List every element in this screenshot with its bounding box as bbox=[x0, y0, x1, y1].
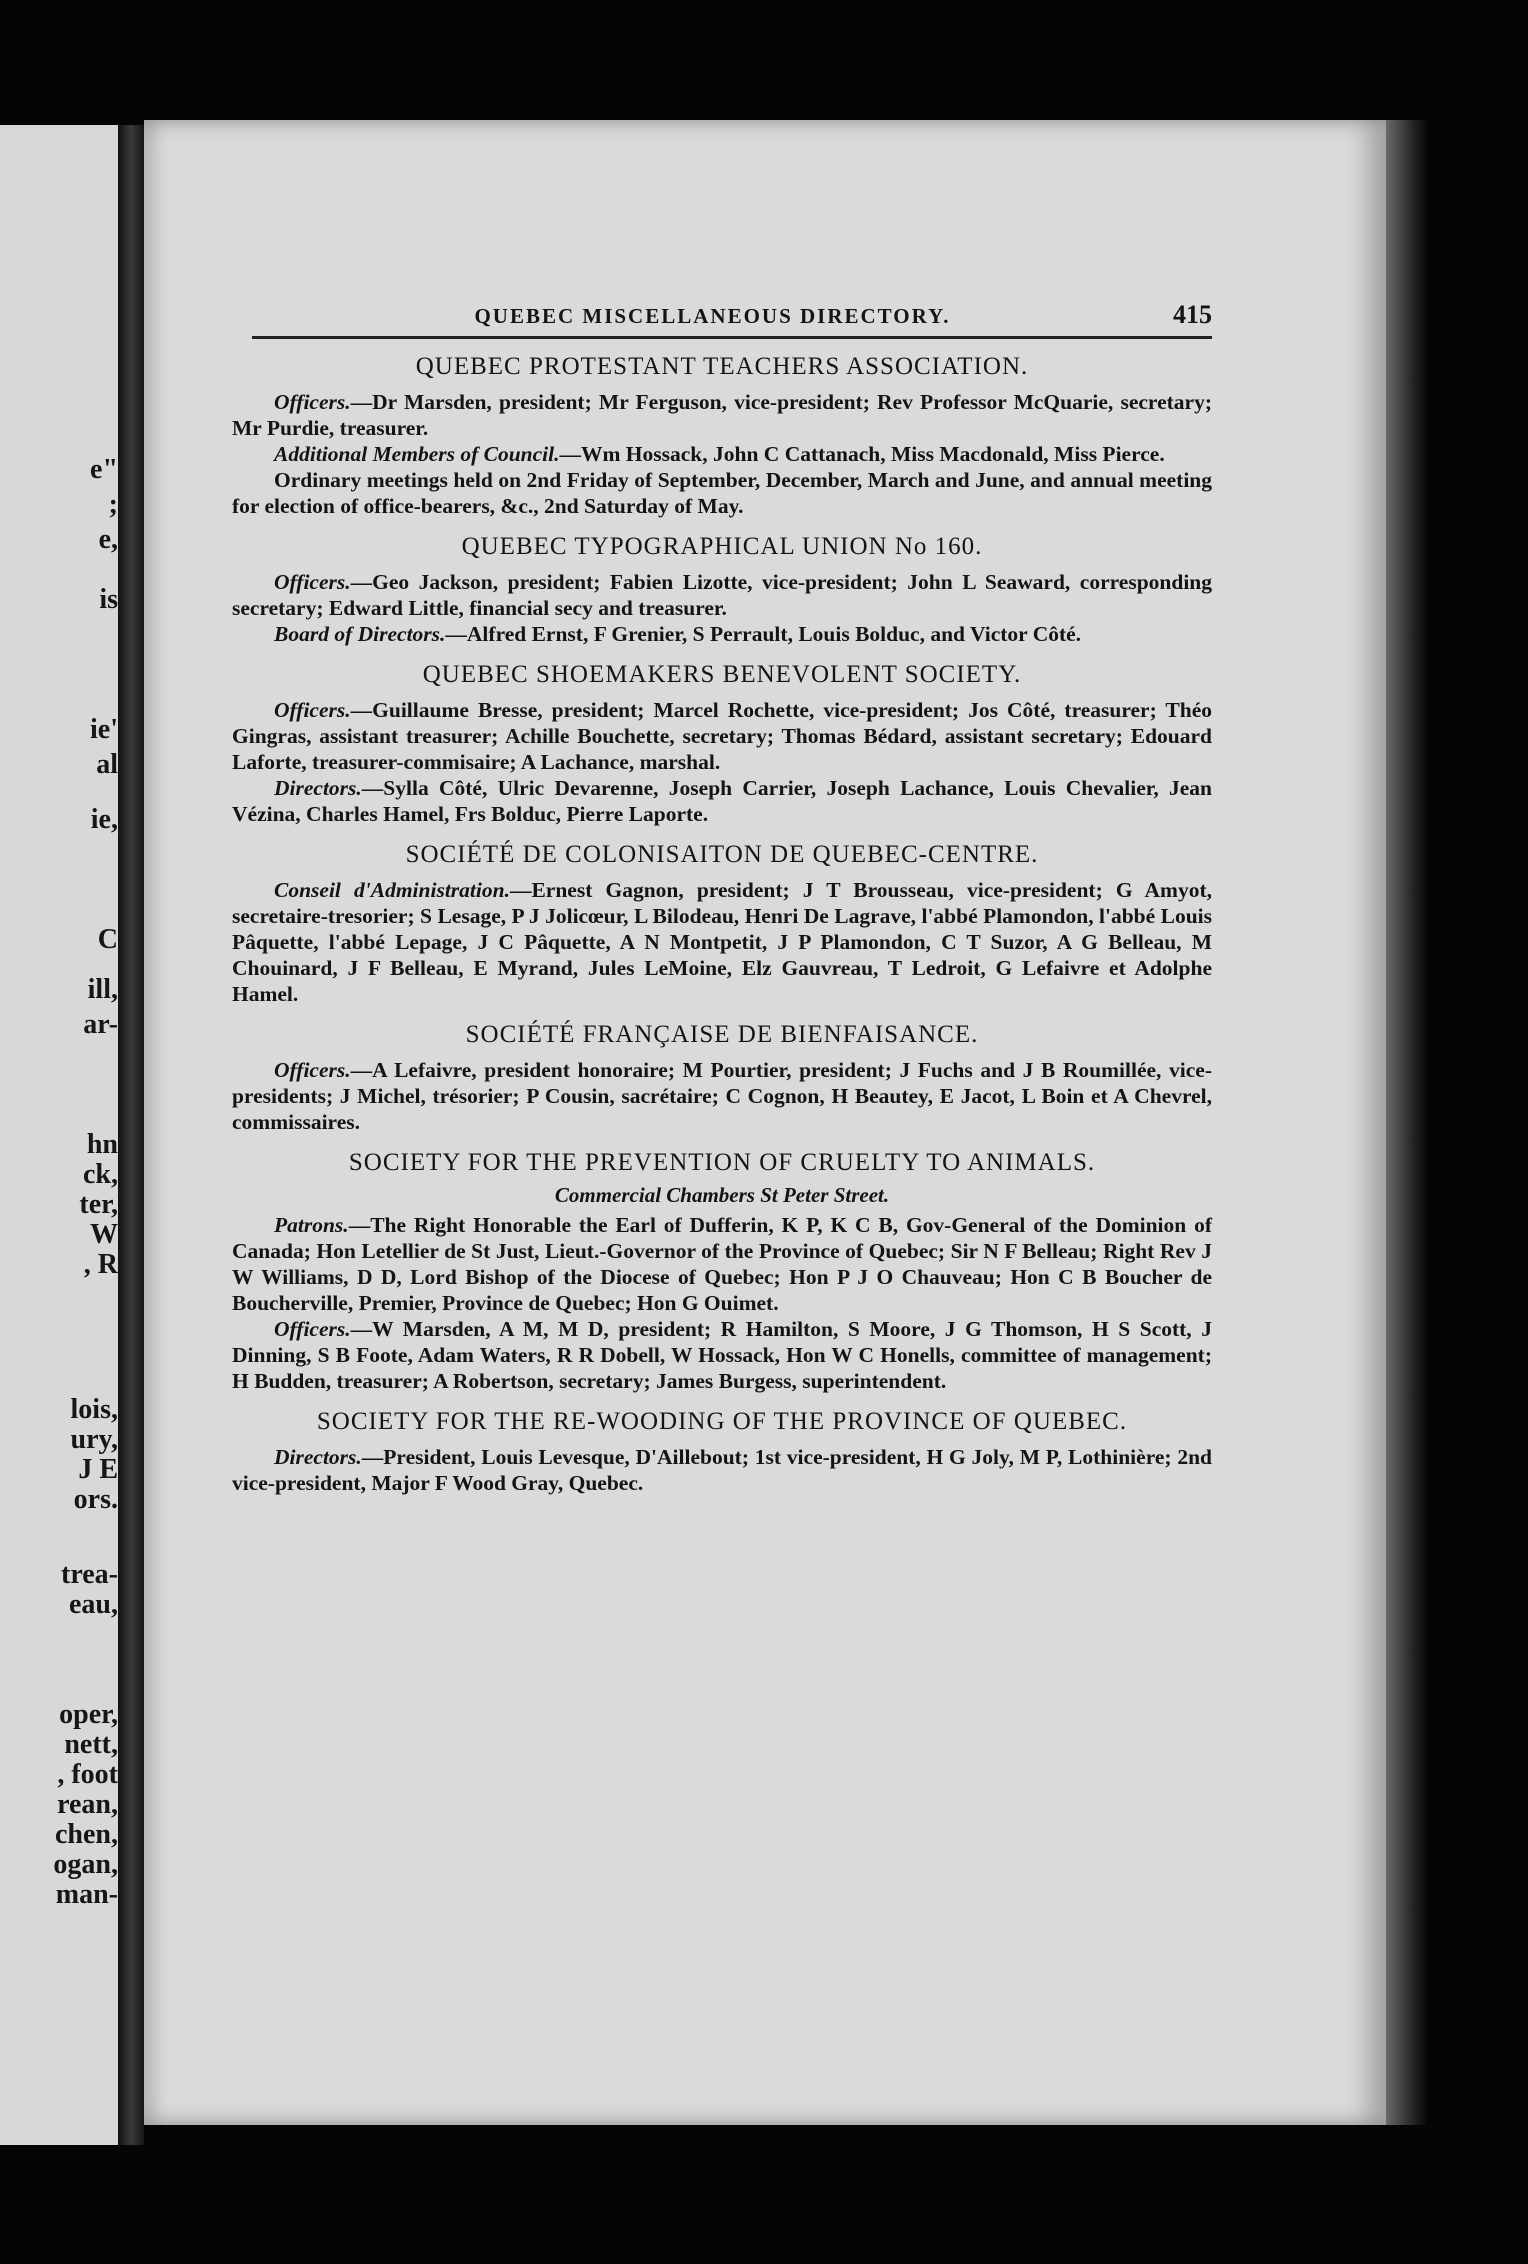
book-gutter bbox=[118, 125, 144, 2145]
left-page-fragment: , foot bbox=[57, 1760, 118, 1790]
entry-heading: QUEBEC SHOEMAKERS BENEVOLENT SOCIETY. bbox=[422, 661, 1022, 688]
entry-heading: QUEBEC PROTESTANT TEACHERS ASSOCIATION. bbox=[415, 353, 1029, 380]
entry-heading: SOCIETY FOR THE RE-WOODING OF THE PROVINCE OF QUEBEC. bbox=[316, 1408, 1128, 1435]
left-page-fragment: man- bbox=[55, 1880, 118, 1910]
directory-entry bbox=[232, 841, 1212, 1007]
entry-heading: SOCIÉTÉ FRANÇAISE DE BIENFAISANCE. bbox=[465, 1021, 979, 1048]
left-page-fragment: ar- bbox=[83, 1010, 118, 1040]
paragraph-text: —The Right Honorable the Earl of Dufferin, K P, K C B, Gov-General of the Dominion of Canada; Hon Letellier de St Just, Lieut.-Governor of the Province of Quebec; Sir N F Belleau; Right Rev J W Williams, D D, Lord Bishop of the Diocese of Quebec; Hon P J O Chauveau; Hon C B Boucher de Boucherville, Premier, Province de Quebec; Hon G Ouimet. bbox=[232, 1213, 1212, 1315]
entry-heading: QUEBEC TYPOGRAPHICAL UNION No 160. bbox=[461, 533, 983, 560]
left-page-fragment: ogan, bbox=[53, 1850, 118, 1880]
entry-paragraph bbox=[232, 1316, 1212, 1394]
entry-paragraph bbox=[232, 1057, 1212, 1135]
entry-paragraph bbox=[232, 775, 1212, 827]
left-page-fragment: ors. bbox=[73, 1485, 118, 1515]
paragraph-label: Board of Directors. bbox=[274, 622, 446, 646]
left-page-fragment: trea- bbox=[61, 1560, 118, 1590]
paragraph-text: —A Lefaivre, president honoraire; M Pourtier, president; J Fuchs and J B Roumillée, vice-presidents; J Michel, trésorier; P Cousin, sacrétaire; C Cognon, H Beautey, E Jacot, L Boin et A Chevrel, commissaires. bbox=[232, 1058, 1212, 1134]
left-page-fragment: ie, bbox=[90, 805, 118, 835]
entry-paragraph bbox=[232, 697, 1212, 775]
entry-paragraph bbox=[232, 877, 1212, 1007]
left-page-fragment: , R bbox=[83, 1250, 118, 1280]
left-page-fragment: nett, bbox=[64, 1730, 118, 1760]
left-page-fragment: hn bbox=[86, 1130, 118, 1160]
paragraph-text: —President, Louis Levesque, D'Aillebout; 1st vice-president, H G Joly, M P, Lothinière; 2nd vice-president, Major F Wood Gray, Quebec. bbox=[232, 1445, 1212, 1495]
paragraph-label: Officers. bbox=[274, 570, 351, 594]
paragraph-text: —Guillaume Bresse, president; Marcel Rochette, vice-president; Jos Côté, treasurer; Théo Gingras, assistant treasurer; Achille Bouchette, secretary; Thomas Bédard, assistant secretary; Edouard Laforte, treasurer-commisaire; A Lachance, marshal. bbox=[232, 698, 1212, 774]
entry-subheading: Commercial Chambers St Peter Street. bbox=[554, 1183, 890, 1207]
left-page-fragment: e, bbox=[98, 525, 118, 555]
left-page-fragment: ter, bbox=[79, 1190, 118, 1220]
paragraph-label: Officers. bbox=[274, 698, 351, 722]
left-page-fragment: al bbox=[96, 750, 118, 780]
entry-paragraph bbox=[232, 467, 1212, 519]
paragraph-text: —Geo Jackson, president; Fabien Lizotte, vice-president; John L Seaward, corresponding secretary; Edward Little, financial secy and treasurer. bbox=[232, 570, 1212, 620]
page-right-edge bbox=[1386, 120, 1426, 2125]
left-page-fragment: J E bbox=[78, 1455, 118, 1485]
left-page-fragment: oper, bbox=[59, 1700, 118, 1730]
left-page-fragment: ck, bbox=[83, 1160, 118, 1190]
paragraph-text: —Alfred Ernst, F Grenier, S Perrault, Louis Bolduc, and Victor Côté. bbox=[445, 622, 1082, 646]
paragraph-label: Officers. bbox=[274, 1058, 351, 1082]
paragraph-text: —Ernest Gagnon, president; J T Brousseau, vice-president; G Amyot, secretaire-tresorier; S Lesage, P J Jolicœur, L Bilodeau, Henri De Lagrave, l'abbé Plamondon, l'abbé Louis Pâquette, l'abbé Lepage, J C Pâquette, A N Montpetit, J P Plamondon, C T Suzor, A G Belleau, M Chouinard, J F Belleau, E Myrand, Jules LeMoine, Elz Gauvreau, T Ledroit, G Lefaivre et Adolphe Hamel. bbox=[232, 878, 1212, 1006]
entry-paragraph bbox=[232, 569, 1212, 621]
paragraph-text: —Dr Marsden, president; Mr Ferguson, vice-president; Rev Professor McQuarie, secretary; Mr Purdie, treasurer. bbox=[232, 390, 1212, 440]
left-page-fragment: W bbox=[90, 1220, 118, 1250]
left-page-fragment: ury, bbox=[70, 1425, 118, 1455]
paragraph-label: Patrons. bbox=[274, 1213, 349, 1237]
paragraph-text: —W Marsden, A M, M D, president; R Hamilton, S Moore, J G Thomson, H S Scott, J Dinning, S B Foote, Adam Waters, R R Dobell, W Hossack, Hon W C Honells, committee of management; H Budden, treasurer; A Robertson, secretary; James Burgess, superintendent. bbox=[232, 1317, 1212, 1393]
paragraph-label: Directors. bbox=[274, 1445, 362, 1469]
running-head bbox=[252, 300, 1212, 339]
paragraph-text: —Wm Hossack, John C Cattanach, Miss Macdonald, Miss Pierce. bbox=[559, 442, 1165, 466]
running-title: QUEBEC MISCELLANEOUS DIRECTORY. bbox=[474, 304, 951, 328]
left-page-fragment: C bbox=[97, 925, 118, 955]
paragraph-label: Directors. bbox=[274, 776, 362, 800]
directory-entry bbox=[232, 353, 1212, 519]
left-page-fragment: e" bbox=[90, 455, 118, 485]
page-content bbox=[232, 300, 1212, 1496]
left-page-fragment: eau, bbox=[69, 1590, 118, 1620]
left-page-fragment: rean, bbox=[57, 1790, 118, 1820]
left-page-fragment: chen, bbox=[55, 1820, 118, 1850]
directory-entry bbox=[232, 1149, 1212, 1394]
left-page-fragment: ; bbox=[108, 490, 118, 520]
entry-paragraph bbox=[232, 1444, 1212, 1496]
paragraph-label: Officers. bbox=[274, 1317, 351, 1341]
left-page-fragment: is bbox=[99, 585, 118, 615]
entry-paragraph bbox=[232, 441, 1212, 467]
paragraph-label: Additional Members of Council. bbox=[274, 442, 560, 466]
entry-heading: SOCIÉTÉ DE COLONISAITON DE QUEBEC-CENTRE. bbox=[405, 841, 1039, 868]
entry-paragraph bbox=[232, 1212, 1212, 1316]
directory-entry bbox=[232, 533, 1212, 647]
paragraph-label: Officers. bbox=[274, 390, 351, 414]
entry-paragraph bbox=[232, 389, 1212, 441]
directory-entry bbox=[232, 1021, 1212, 1135]
entry-heading: SOCIETY FOR THE PREVENTION OF CRUELTY TO ANIMALS. bbox=[348, 1149, 1096, 1176]
left-page-fragment: lois, bbox=[70, 1395, 118, 1425]
left-page-fragment: ill, bbox=[87, 975, 118, 1005]
paragraph-text: —Sylla Côté, Ulric Devarenne, Joseph Carrier, Joseph Lachance, Louis Chevalier, Jean Vézina, Charles Hamel, Frs Bolduc, Pierre Laporte. bbox=[232, 776, 1212, 826]
paragraph-label: Conseil d'Administration. bbox=[274, 878, 510, 902]
directory-entry bbox=[232, 1408, 1212, 1496]
directory-entry bbox=[232, 661, 1212, 827]
directory-entries bbox=[232, 353, 1212, 1496]
entry-paragraph bbox=[232, 621, 1212, 647]
left-page-fragment: ie' bbox=[90, 715, 118, 745]
page-number: 415 bbox=[1173, 300, 1212, 329]
paragraph-text: Ordinary meetings held on 2nd Friday of September, December, March and June, and annual meeting for election of office-bearers, &c., 2nd Saturday of May. bbox=[232, 468, 1212, 518]
